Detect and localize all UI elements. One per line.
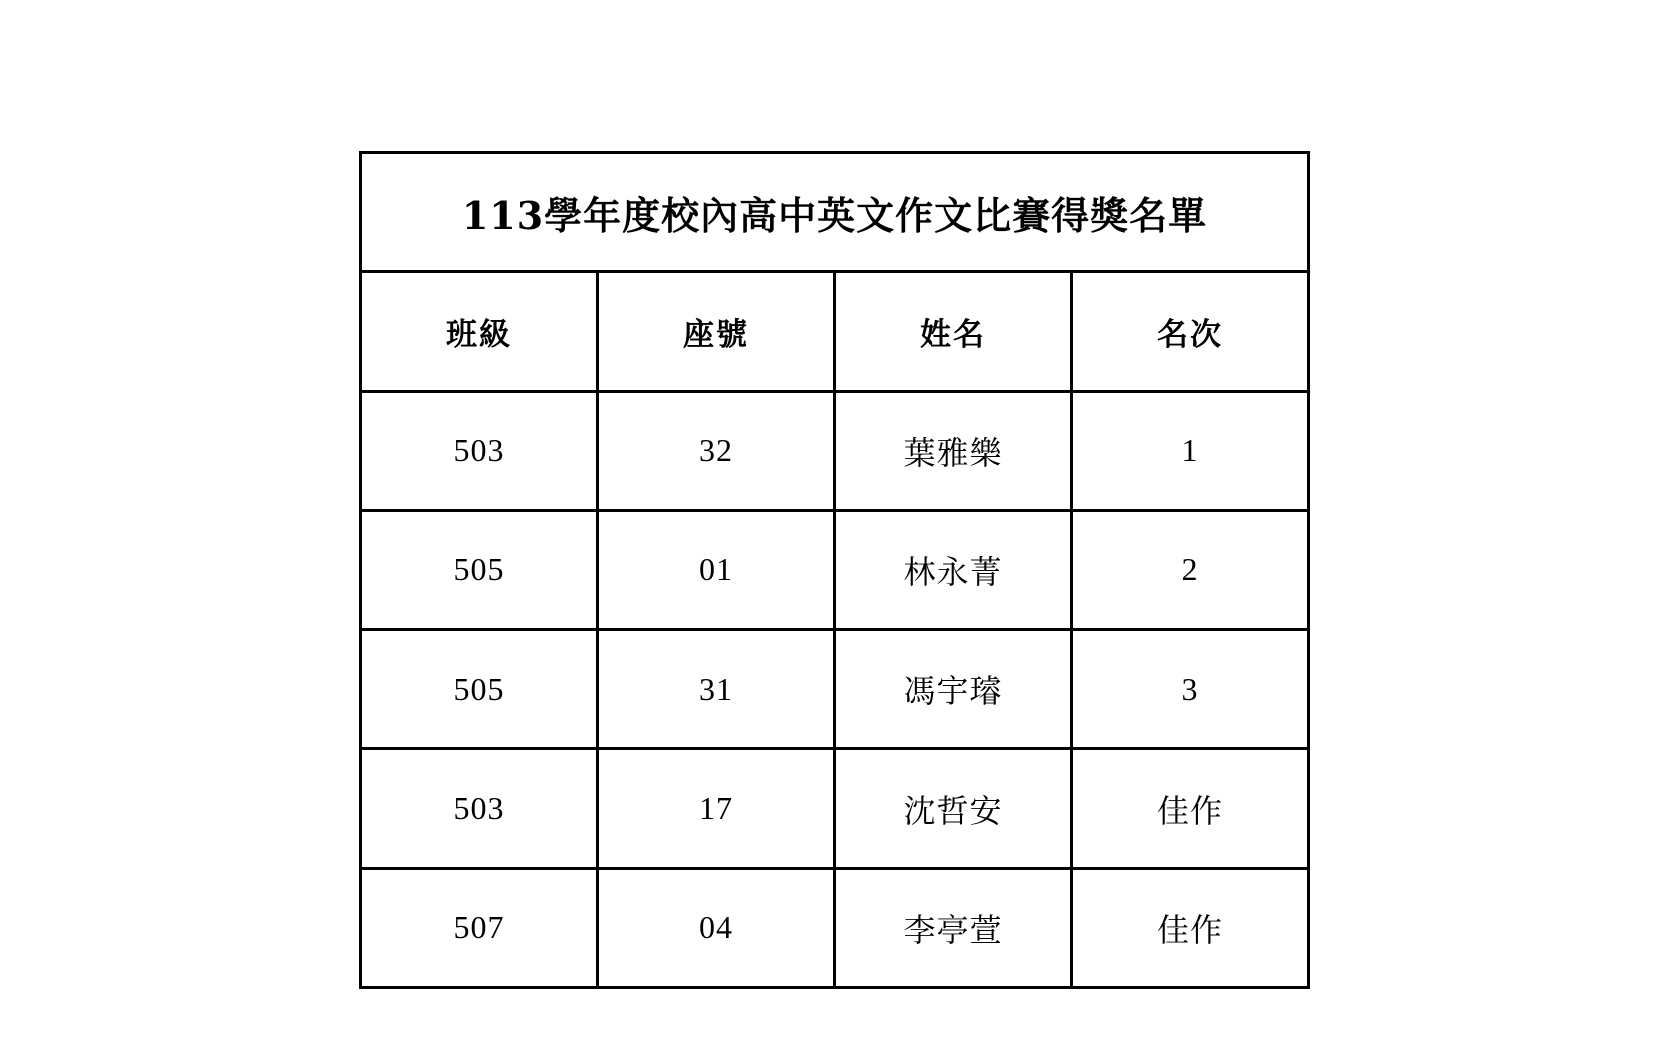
cell-rank: 1 [1072,391,1309,510]
cell-class: 505 [361,630,598,749]
cell-name: 沈哲安 [835,749,1072,868]
cell-class: 503 [361,749,598,868]
cell-rank: 佳作 [1072,749,1309,868]
header-name: 姓名 [835,272,1072,391]
cell-class: 503 [361,391,598,510]
table-title: 113學年度校內高中英文作文比賽得獎名單 [361,153,1309,272]
table-row [361,391,1309,510]
table-row [361,510,1309,629]
cell-seat-number: 32 [598,391,835,510]
header-rank: 名次 [1072,272,1309,391]
header-seat-number: 座號 [598,272,835,391]
header-row [361,272,1309,391]
cell-seat-number: 04 [598,868,835,987]
cell-rank: 2 [1072,510,1309,629]
cell-rank: 佳作 [1072,868,1309,987]
table-row [361,749,1309,868]
table-row [361,868,1309,987]
cell-seat-number: 31 [598,630,835,749]
cell-class: 507 [361,868,598,987]
cell-rank: 3 [1072,630,1309,749]
header-class: 班級 [361,272,598,391]
cell-name: 馮宇璿 [835,630,1072,749]
cell-name: 李亭萱 [835,868,1072,987]
cell-name: 葉雅樂 [835,391,1072,510]
title-row [361,153,1309,272]
cell-seat-number: 17 [598,749,835,868]
cell-seat-number: 01 [598,510,835,629]
award-table [359,151,1310,989]
cell-name: 林永菁 [835,510,1072,629]
cell-class: 505 [361,510,598,629]
table-row [361,630,1309,749]
